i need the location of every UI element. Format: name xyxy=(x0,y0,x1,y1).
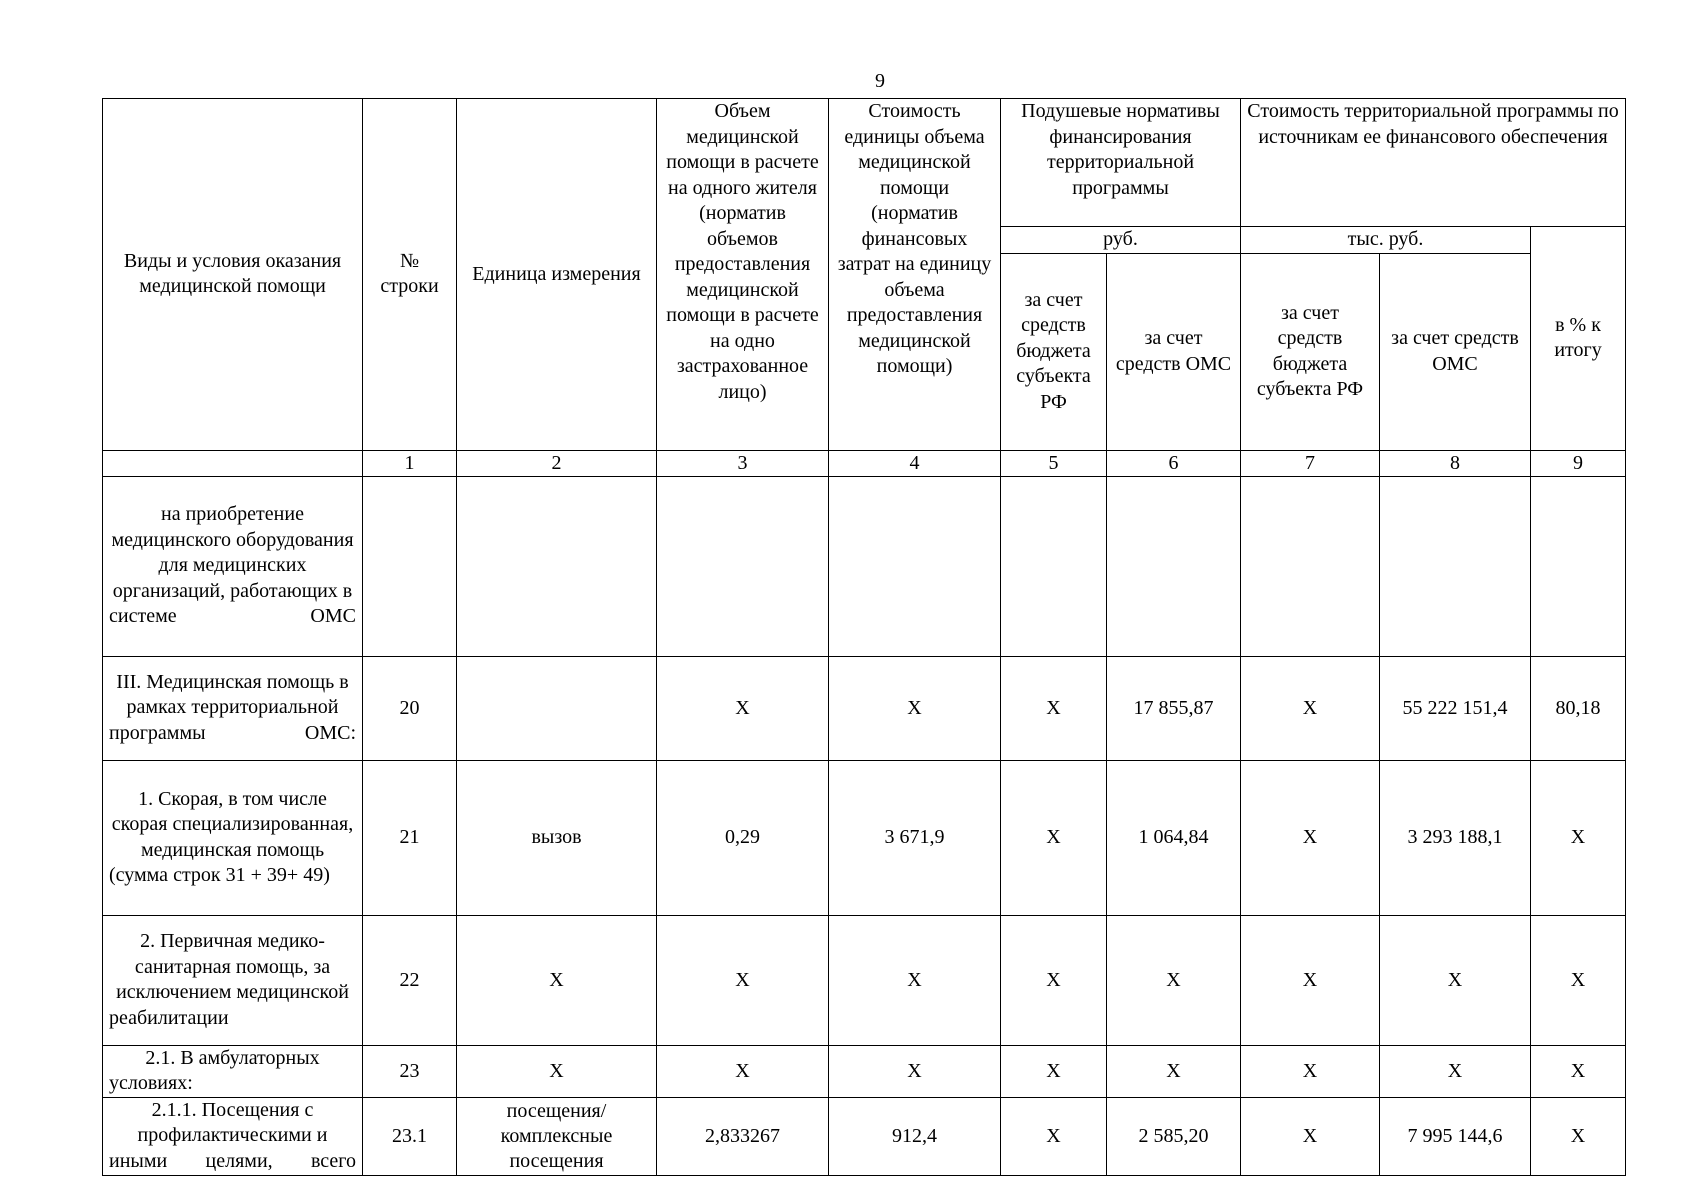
row-oms-rub xyxy=(1107,476,1241,656)
row-volume: X xyxy=(657,1045,829,1097)
row-unit: вызов xyxy=(457,760,657,915)
row-budget-rub: X xyxy=(1001,760,1107,915)
row-unit: посещения/ комплексные посещения xyxy=(457,1097,657,1175)
row-budget-thous: X xyxy=(1241,1097,1380,1175)
row-budget-rub: X xyxy=(1001,1097,1107,1175)
row-budget-rub: X xyxy=(1001,656,1107,760)
row-oms-thous xyxy=(1380,476,1531,656)
row-budget-thous: X xyxy=(1241,760,1380,915)
row-percent: X xyxy=(1531,760,1626,915)
row-oms-thous: 55 222 151,4 xyxy=(1380,656,1531,760)
column-numbers-row xyxy=(103,450,1626,476)
table-row xyxy=(103,1045,1626,1097)
row-number: 22 xyxy=(363,915,457,1045)
row-percent: X xyxy=(1531,1045,1626,1097)
row-unit xyxy=(457,656,657,760)
row-oms-rub: 17 855,87 xyxy=(1107,656,1241,760)
header-row-1 xyxy=(103,99,1626,227)
table-row xyxy=(103,476,1626,656)
row-oms-thous: X xyxy=(1380,915,1531,1045)
header-oms-thous: за счет средств ОМС xyxy=(1380,253,1531,450)
row-cost: 3 671,9 xyxy=(829,760,1001,915)
row-percent: 80,18 xyxy=(1531,656,1626,760)
row-number: 23.1 xyxy=(363,1097,457,1175)
row-budget-thous: X xyxy=(1241,656,1380,760)
table-row xyxy=(103,1097,1626,1175)
row-number: 23 xyxy=(363,1045,457,1097)
row-cost: X xyxy=(829,656,1001,760)
row-budget-thous xyxy=(1241,476,1380,656)
row-volume: X xyxy=(657,915,829,1045)
row-cost: X xyxy=(829,1045,1001,1097)
row-percent: X xyxy=(1531,915,1626,1045)
row-cost: 912,4 xyxy=(829,1097,1001,1175)
header-cost: Стоимость единицы объема медицинской помощи (норматив финансовых затрат на единицу объема предоставления медицинской помощи) xyxy=(829,99,1001,451)
column-number: 6 xyxy=(1107,450,1241,476)
row-unit: X xyxy=(457,1045,657,1097)
header-percapita-group: Подушевые нормативы финансирования территориальной программы xyxy=(1001,99,1241,227)
header-budget-rub: за счет средств бюджета субъекта РФ xyxy=(1001,253,1107,450)
row-volume xyxy=(657,476,829,656)
row-oms-thous: X xyxy=(1380,1045,1531,1097)
row-number xyxy=(363,476,457,656)
row-oms-rub: X xyxy=(1107,915,1241,1045)
header-oms-rub: за счет средств ОМС xyxy=(1107,253,1241,450)
row-cost xyxy=(829,476,1001,656)
header-volume: Объем медицинской помощи в расчете на одного жителя (норматив объемов предоставления медицинской помощи в расчете на одно застрахованное лицо) xyxy=(657,99,829,451)
header-percent-total: в % к итогу xyxy=(1531,227,1626,451)
header-budget-thous: за счет средств бюджета субъекта РФ xyxy=(1241,253,1380,450)
column-number-blank xyxy=(103,450,363,476)
table-row xyxy=(103,760,1626,915)
row-oms-rub: 1 064,84 xyxy=(1107,760,1241,915)
row-name: на приобретение медицинского оборудования для медицинских организаций, работающих в системе ОМС xyxy=(103,476,363,656)
column-number: 2 xyxy=(457,450,657,476)
row-name: 2.1. В амбулаторных условиях: xyxy=(103,1045,363,1097)
row-oms-thous: 7 995 144,6 xyxy=(1380,1097,1531,1175)
header-row-number: № строки xyxy=(363,99,457,451)
row-budget-thous: X xyxy=(1241,915,1380,1045)
table-row xyxy=(103,656,1626,760)
row-number: 21 xyxy=(363,760,457,915)
row-oms-rub: 2 585,20 xyxy=(1107,1097,1241,1175)
row-unit xyxy=(457,476,657,656)
header-unit-rub: руб. xyxy=(1001,227,1241,254)
header-kinds: Виды и условия оказания медицинской помощи xyxy=(103,99,363,451)
column-number: 1 xyxy=(363,450,457,476)
row-budget-rub: X xyxy=(1001,1045,1107,1097)
header-unit: Единица измерения xyxy=(457,99,657,451)
row-cost: X xyxy=(829,915,1001,1045)
row-budget-rub: X xyxy=(1001,915,1107,1045)
row-budget-thous: X xyxy=(1241,1045,1380,1097)
column-number: 4 xyxy=(829,450,1001,476)
row-oms-rub: X xyxy=(1107,1045,1241,1097)
row-name: 2. Первичная медико-санитарная помощь, за исключением медицинской реабилитации xyxy=(103,915,363,1045)
row-percent xyxy=(1531,476,1626,656)
row-unit: X xyxy=(457,915,657,1045)
row-percent: X xyxy=(1531,1097,1626,1175)
page-number: 9 xyxy=(875,70,885,92)
row-budget-rub xyxy=(1001,476,1107,656)
territorial-program-table xyxy=(102,98,1626,1176)
header-program-cost-group: Стоимость территориальной программы по источникам ее финансового обеспечения xyxy=(1241,99,1626,227)
row-number: 20 xyxy=(363,656,457,760)
row-volume: X xyxy=(657,656,829,760)
row-volume: 0,29 xyxy=(657,760,829,915)
table-row xyxy=(103,915,1626,1045)
row-volume: 2,833267 xyxy=(657,1097,829,1175)
column-number: 8 xyxy=(1380,450,1531,476)
row-oms-thous: 3 293 188,1 xyxy=(1380,760,1531,915)
row-name: 1. Скорая, в том числе скорая специализированная, медицинская помощь (сумма строк 31 + 39+ 49) xyxy=(103,760,363,915)
column-number: 5 xyxy=(1001,450,1107,476)
header-unit-thous-rub: тыс. руб. xyxy=(1241,227,1531,254)
row-name: 2.1.1. Посещения с профилактическими и иными целями, всего xyxy=(103,1097,363,1175)
column-number: 7 xyxy=(1241,450,1380,476)
column-number: 3 xyxy=(657,450,829,476)
column-number: 9 xyxy=(1531,450,1626,476)
row-name: III. Медицинская помощь в рамках территориальной программы ОМС: xyxy=(103,656,363,760)
